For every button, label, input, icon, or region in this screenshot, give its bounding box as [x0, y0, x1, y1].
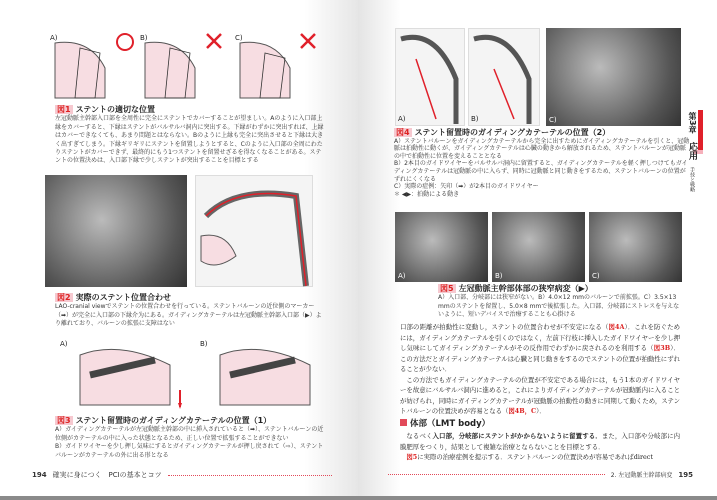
figure-title: 実際のステント位置合わせ: [75, 293, 172, 302]
caption-item: A）ステントバルーンをガイディングカテーテルから完全に出すためにガイディングカテーテルを引くと、冠動脈は拍動性に動くが、ガイディングカテーテルは心臓の動きから解放されるため、ステントバルーンが冠動脈の中で拍動性に位置を変えることとなる: [394, 137, 690, 160]
figure-reference[interactable]: 図4B，C: [508, 407, 537, 415]
figure-2-caption: [55, 294, 325, 329]
catheter-diagram-illustration: [60, 335, 330, 410]
chapter-side-tab: [679, 112, 699, 192]
caption-item: B）2本目のガイドワイヤーをバルサルバ洞内に留置すると、ガイディングカテーテルを軽く押しつけてもガイディングカテーテルは冠動脈の中に入らず、同時に冠動脈と同じ動きをするため、ステントバルーンの位置がずれにくくなる: [394, 160, 688, 183]
left-footer: [32, 470, 332, 480]
book-title: 確実に身につく PCIの基本とコツ: [52, 471, 162, 479]
figure-title: ステント留置時のガイディングカテーテルの位置（1）: [75, 416, 272, 425]
figure-title: 左冠動脈主幹部体部の狭窄病変（▶）: [458, 284, 593, 293]
page-number: 195: [678, 470, 693, 479]
figure-1-caption: [55, 106, 325, 166]
section-title: 2. 左冠動脈主幹部病変: [610, 472, 673, 479]
figure-5b-angiogram: [492, 212, 585, 282]
figure-reference[interactable]: 図5: [406, 453, 418, 461]
panel-label: A): [398, 272, 406, 280]
caption-text: 左冠動脈主幹部入口部を全周性に完全にステントでカバーすることが望ましい。Aのように入口部上縁をカバーすると、下縁はステントがバルサルバ洞内に突出する。下縁がわずかに突出すれば、上縁はカバーできなくても、あまり問題とはならない。Bのように上縁も完全に突出させると下縁は大きく出すぎてしまう。下縁ギリギリにステントを留置しようとすると、Cのように入口部の全周にわたりステントがカバーできず、最終的にもう1つステントを留置せざるを得なくなることがある。ステントの位置決めは、入口部下縁で少しステントが突出することを目標とする: [55, 115, 324, 165]
figure-number: 図2: [57, 293, 71, 302]
section-label: 応用: [687, 142, 697, 161]
emphasis-text: 入口部，分岐部にステントがかからないように留置する．: [432, 432, 602, 440]
footer-rule: [168, 475, 332, 476]
figure-number: 図4: [396, 128, 410, 137]
heading-square-icon: [400, 419, 407, 426]
chapter-label: 第3章: [688, 112, 697, 134]
right-page: [358, 0, 717, 496]
section-heading: 体部（LMT body）: [400, 419, 680, 430]
figure-3-diagrams: [60, 335, 330, 410]
caption-item: ＊ ◀▶：拍動による動き: [394, 190, 460, 198]
panel-label: A): [50, 34, 58, 42]
figure-title: ステント留置時のガイディングカテーテルの位置（2）: [414, 128, 611, 137]
figure-3-caption: [55, 417, 325, 460]
subsection-label: 手技と戦略: [689, 167, 695, 193]
panel-label: C): [592, 272, 600, 280]
page-number: 194: [32, 471, 47, 479]
caption-text: LAO-cranial viewでステントの位置合わせを行っている。ステントバルーンの近位側のマーカー（➡）が完全に入口部の下縁介为にある。ガイディングカテーテルは左冠動脈主幹部入口部（▶）より離れており、バルーンの拡張に支障はない: [55, 303, 322, 328]
right-footer: [388, 470, 693, 479]
figure-2-diagram: [195, 175, 313, 287]
footer-rule: [388, 474, 605, 475]
panel-label: A): [398, 115, 406, 123]
figure-4a-diagram: [395, 28, 465, 126]
figure-5a-angiogram: [395, 212, 488, 282]
panel-label: B): [495, 272, 503, 280]
stent-diagram-illustration: [50, 28, 330, 100]
left-page: [0, 0, 358, 496]
caption-item: C）実際の症例：矢印（➡）が2本目のガイドワイヤー: [394, 183, 539, 191]
figure-5-caption: [438, 285, 683, 320]
panel-label: B): [140, 34, 148, 42]
figure-5c-angiogram: [589, 212, 682, 282]
angiogram-photo: [45, 175, 187, 287]
panel-label: A): [60, 340, 68, 348]
figure-4c-angiogram: [546, 28, 681, 126]
caption-text: A）入口部、分岐部には狭窄がない。B）4.0×12 mmのバルーンで前拡張。C）3.5×13 mmのステントを留置し、5.0×8 mmで後拡張した。入口部、分岐部にストレスを与えないように、短いデバイスで治療することも心掛ける: [438, 294, 680, 319]
panel-label: C): [235, 34, 243, 42]
figure-reference[interactable]: 図4A: [608, 323, 625, 331]
panel-label: B): [471, 115, 479, 123]
panel-label: B): [200, 340, 208, 348]
figure-number: 図1: [57, 105, 71, 114]
caption-item: A）ガイディングカテーテルが左冠動脈主幹部の中に挿入されていると（➡）、ステントバルーンの近位側がカテーテルの中に入った状態となるため、正しい位置で拡張することができない: [55, 426, 324, 442]
figure-title: ステントの適切な位置: [75, 105, 156, 114]
body-text: 口部の距離が拍動性に変動し，ステントの位置合わせが不安定になる（図4A）．これを防ぐためには，ガイディングカテーテルを引くのではなく，左前下行枝に挿入したガイドワイヤーを少し押し気味にしてガイディングカテーテルがその反作用でわずかに戻されるのを利用する（図3B）．この方法だとガイディングカテーテルは心臓と同じ動きをするのでステントの位置が拍動性にずれることが少ない． この方法でもガイディングカテーテルの位置が不安定である場合には，もう1本のガイドワイヤーを故意にバルサルバ洞内に進めると，これによりガイディングカテーテルが冠動脈内に入ることが妨げられ，同時にガイディングカテーテルが冠動脈の拍動性の動きに同期して動くため，ステントバルーンの位置決めが容易となる（図4B，C）． 体部（LMT body） なるべく入口部，分岐部にステントがかからないように留置する．また，入口部や分岐部に内膜肥厚をつくり，結果として複雑な治療とならないことを目標とする． 図5に実際の治療症例を提示する．ステントバルーンの位置決めが容易であればdirect: [400, 323, 681, 461]
figure-4b-diagram: [468, 28, 540, 126]
figure-1-diagrams: [50, 28, 330, 100]
figure-reference[interactable]: 図3B: [653, 344, 671, 352]
figure-4-caption: [394, 129, 690, 198]
caption-item: B）ガイドワイヤーを少し押し気味にするとガイディングカテーテルが押し戻されて（⇨）、ステントバルーンがカテーテルの外に出る形となる: [55, 443, 324, 459]
figure-number: 図3: [57, 416, 71, 425]
figure-number: 図5: [440, 284, 454, 293]
panel-label: C): [549, 116, 557, 124]
